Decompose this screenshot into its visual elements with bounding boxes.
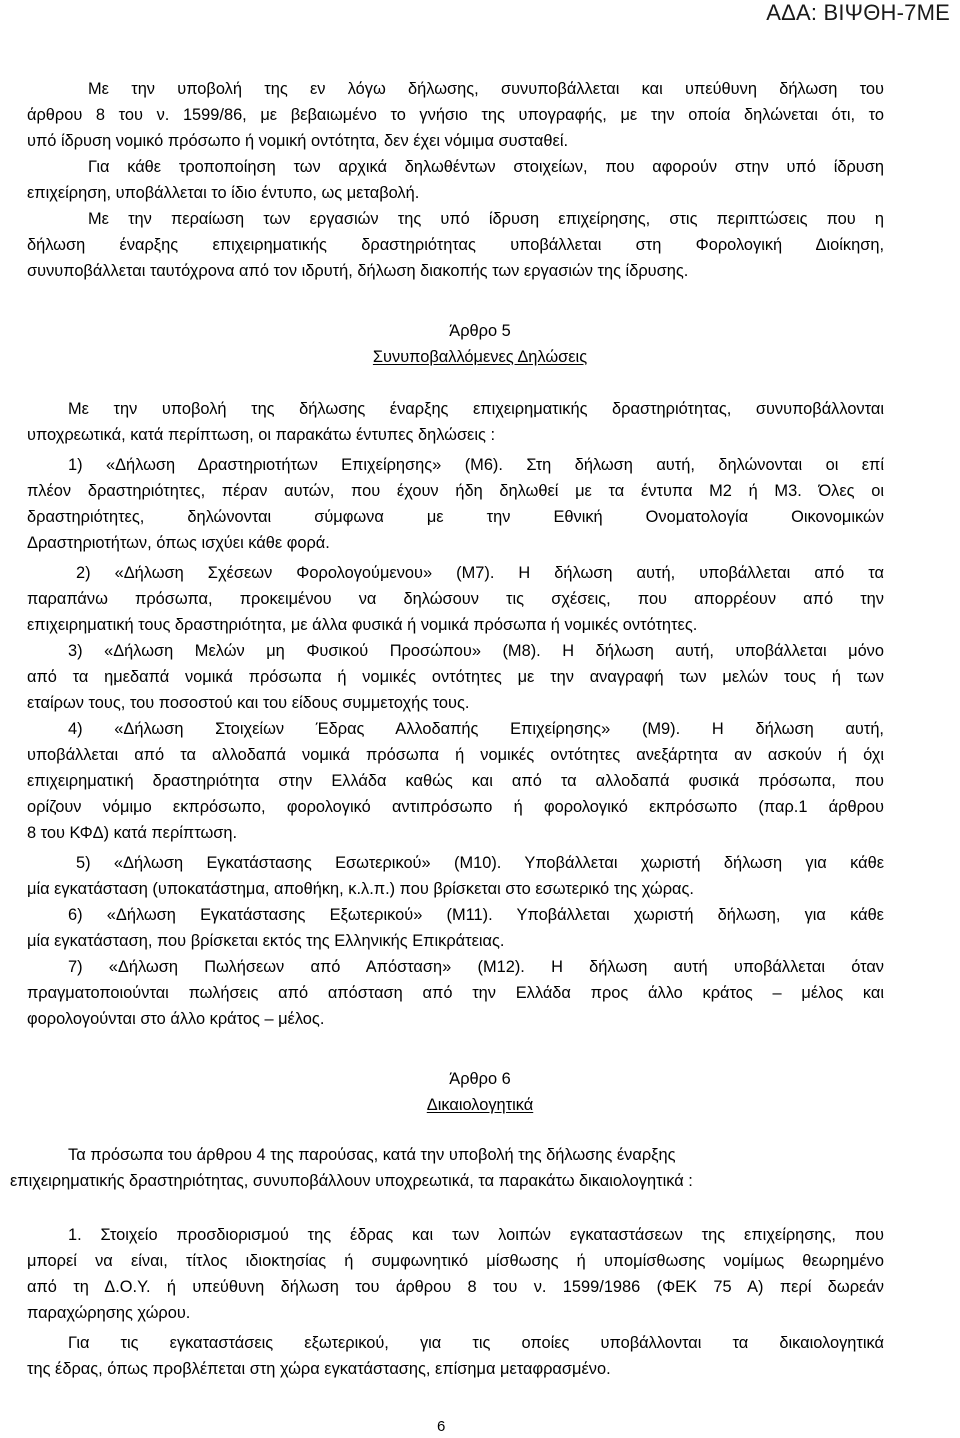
- paragraph-line: υπό ίδρυση νομικό πρόσωπο ή νομική οντότητα, δεν έχει νόμιμα συσταθεί.: [27, 132, 569, 150]
- article-heading: Άρθρο 5: [449, 322, 511, 340]
- page-number: 6: [437, 1418, 446, 1435]
- article-title: Συνυποβαλλόμενες Δηλώσεις: [372, 348, 588, 366]
- paragraph-line: Με την περαίωση των εργασιών της υπό ίδρυση επιχείρησης, στις περιπτώσεις που η: [88, 210, 884, 228]
- list-item-line: 5) «Δήλωση Εγκατάστασης Εσωτερικού» (Μ10). Υποβάλλεται χωριστή δήλωση για κάθε: [76, 854, 884, 872]
- list-item-line: δραστηριότητες, δηλώνονται σύμφωνα με την Εθνική Ονοματολογία Οικονομικών: [27, 508, 884, 526]
- paragraph-line: Με την υποβολή της εν λόγω δήλωσης, συνυποβάλλεται και υπεύθυνη δήλωση του: [88, 80, 884, 98]
- article-title: Δικαιολογητικά: [426, 1096, 534, 1114]
- paragraph-line: Με την υποβολή της δήλωσης έναρξης επιχειρηματικής δραστηριότητας, συνυποβάλλονται: [68, 400, 884, 418]
- paragraph-line: υποχρεωτικά, κατά περίπτωση, οι παρακάτω έντυπες δηλώσεις :: [27, 426, 496, 444]
- paragraph-line: μπορεί να είναι, τίτλος ιδιοκτησίας ή συμφωνητικό μίσθωσης ή υπομίσθωσης νομίμως θεωρημένο: [27, 1252, 884, 1270]
- paragraph-line: της έδρας, όπως προβλέπεται στη χώρα εγκατάστασης, επίσημα μεταφρασμένο.: [27, 1360, 611, 1378]
- list-item-line: 7) «Δήλωση Πωλήσεων από Απόσταση» (Μ12). Η δήλωση αυτή υποβάλλεται όταν: [68, 958, 884, 976]
- list-item-line: ορίζουν νόμιμο εκπρόσωπο, φορολογικό αντιπρόσωπο ή φορολογικό εκπρόσωπο (παρ.1 άρθρου: [27, 798, 884, 816]
- paragraph-line: Για κάθε τροποποίηση των αρχικά δηλωθέντων στοιχείων, που αφορούν στην υπό ίδρυση: [88, 158, 884, 176]
- list-item-line: πλέον δραστηριότητες, πέραν αυτών, που έχουν ήδη δηλωθεί με τα έντυπα Μ2 ή Μ3. Όλες οι: [27, 482, 884, 500]
- list-item-line: από τα ημεδαπά νομικά πρόσωπα ή νομικές οντότητες με την αναγραφή των μελών τους ή των: [27, 668, 884, 686]
- list-item-line: φορολογούνται στο άλλο κράτος – μέλος.: [27, 1010, 325, 1028]
- list-item-line: υποβάλλεται από τα αλλοδαπά νομικά πρόσωπα ή νομικές οντότητες ανεξάρτητα αν ασκούν ή όχι: [27, 746, 884, 764]
- list-item-line: 4) «Δήλωση Στοιχείων Έδρας Αλλοδαπής Επιχείρησης» (Μ9). Η δήλωση αυτή,: [68, 720, 884, 738]
- list-item-line: μία εγκατάσταση (υποκατάστημα, αποθήκη, κ.λ.π.) που βρίσκεται στο εσωτερικό της χώρας.: [27, 880, 694, 898]
- list-item-line: 8 του ΚΦΔ) κατά περίπτωση.: [27, 824, 238, 842]
- paragraph-line: παραχώρησης χώρου.: [27, 1304, 191, 1322]
- list-item-line: επιχειρηματική τους δραστηριότητα, με άλλα φυσικά ή νομικά πρόσωπα ή νομικές οντότητες.: [27, 616, 698, 634]
- list-item-line: 1) «Δήλωση Δραστηριοτήτων Επιχείρησης» (Μ6). Στη δήλωση αυτή, δηλώνονται οι επί: [68, 456, 884, 474]
- paragraph-line: συνυποβάλλεται ταυτόχρονα από τον ιδρυτή, δήλωση διακοπής των εργασιών της ίδρυσης.: [27, 262, 689, 280]
- paragraph-line: από τη Δ.Ο.Υ. ή υπεύθυνη δήλωση του άρθρου 8 του ν. 1599/1986 (ΦΕΚ 75 Α) περί δωρεάν: [27, 1278, 884, 1296]
- list-item-line: 6) «Δήλωση Εγκατάστασης Εξωτερικού» (Μ11). Υποβάλλεται χωριστή δήλωση, για κάθε: [68, 906, 884, 924]
- list-item-line: πραγματοποιούνται πωλήσεις από απόσταση από την Ελλάδα προς άλλο κράτος – μέλος και: [27, 984, 884, 1002]
- list-item-line: 2) «Δήλωση Σχέσεων Φορολογούμενου» (Μ7). Η δήλωση αυτή, υποβάλλεται από τα: [76, 564, 884, 582]
- list-item-line: Δραστηριοτήτων, όπως ισχύει κάθε φορά.: [27, 534, 330, 552]
- list-item-line: μία εγκατάσταση, που βρίσκεται εκτός της Ελληνικής Επικράτειας.: [27, 932, 505, 950]
- list-item-line: επιχειρηματική δραστηριότητα στην Ελλάδα καθώς και από τα αλλοδαπά φυσικά πρόσωπα, που: [27, 772, 884, 790]
- ada-code: ΑΔΑ: ΒΙΨΘΗ-7ΜΕ: [766, 0, 950, 25]
- article-heading: Άρθρο 6: [449, 1070, 511, 1088]
- paragraph-line: Τα πρόσωπα του άρθρου 4 της παρούσας, κατά την υποβολή της δήλωσης έναρξης: [68, 1146, 676, 1164]
- list-item-line: εταίρων τους, του ποσοστού και του είδους συμμετοχής τους.: [27, 694, 470, 712]
- list-item-line: 3) «Δήλωση Μελών μη Φυσικού Προσώπου» (Μ8). Η δήλωση αυτή, υποβάλλεται μόνο: [68, 642, 884, 660]
- paragraph-line: άρθρου 8 του ν. 1599/86, με βεβαιωμένο το γνήσιο της υπογραφής, με την οποία δηλώνεται ότι, το: [27, 106, 884, 124]
- paragraph-line: επιχείρηση, υποβάλλεται το ίδιο έντυπο, ως μεταβολή.: [27, 184, 420, 202]
- paragraph-line: Για τις εγκαταστάσεις εξωτερικού, για τις οποίες υποβάλλονται τα δικαιολογητικά: [68, 1334, 884, 1352]
- paragraph-line: επιχειρηματικής δραστηριότητας, συνυποβάλλουν υποχρεωτικά, τα παρακάτω δικαιολογητικά :: [10, 1172, 693, 1190]
- list-item-line: παραπάνω πρόσωπα, προκειμένου να δηλώσουν τις σχέσεις, που απορρέουν από την: [27, 590, 884, 608]
- paragraph-line: δήλωση έναρξης επιχειρηματικής δραστηριότητας υποβάλλεται στη Φορολογική Διοίκηση,: [27, 236, 884, 254]
- paragraph-line: 1. Στοιχείο προσδιορισμού της έδρας και των λοιπών εγκαταστάσεων της επιχείρησης, που: [68, 1226, 884, 1244]
